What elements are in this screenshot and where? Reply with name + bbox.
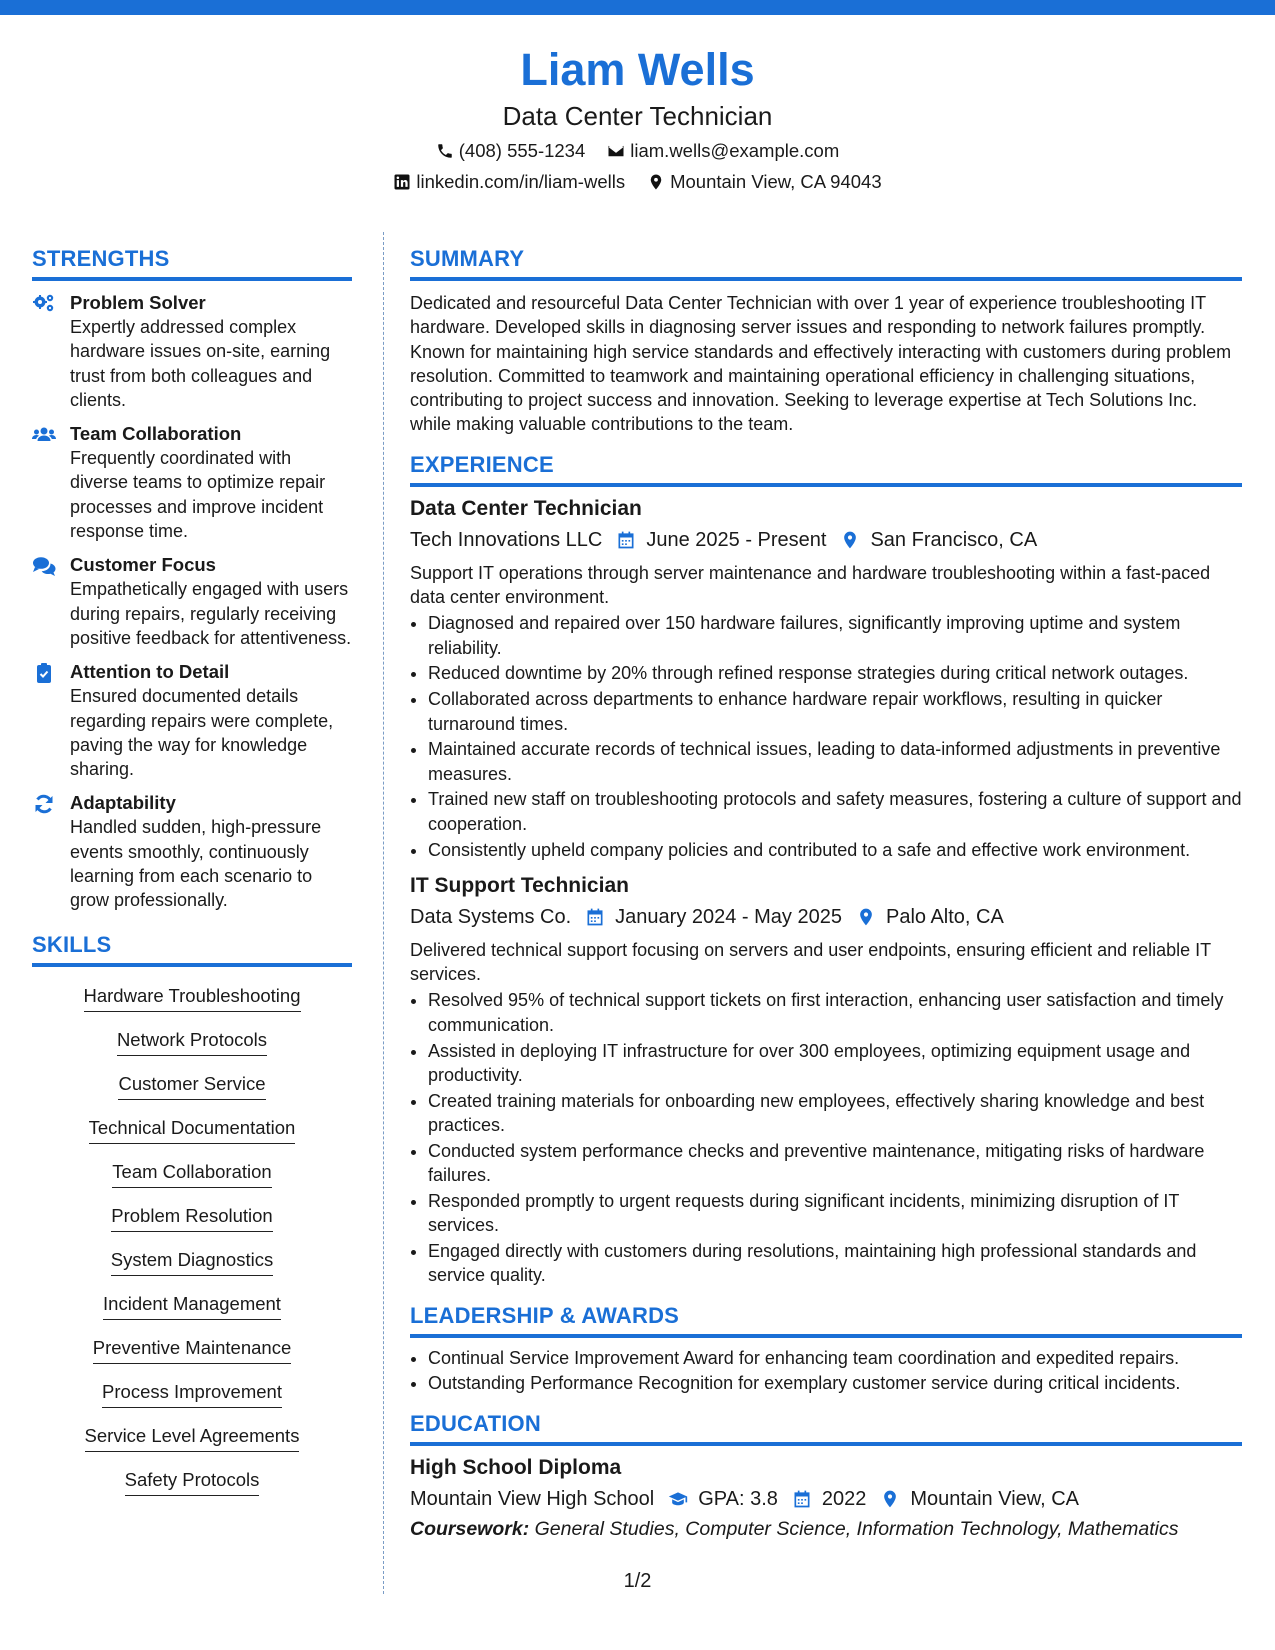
map-pin-icon <box>880 1489 900 1509</box>
list-item: • Conducted system performance checks and preventive maintenance, mitigating risks of hardware failures. <box>428 1139 1242 1188</box>
strength-desc: Expertly addressed complex hardware issues on-site, earning trust from both colleagues and clients. <box>70 317 331 410</box>
page-indicator: 1/2 <box>623 1570 652 1592</box>
location-item <box>647 166 882 197</box>
linkedin-icon <box>393 173 411 191</box>
linkedin-item[interactable] <box>393 166 625 197</box>
job-dates: January 2024 - May 2025 <box>615 905 842 928</box>
skill-tag: Team Collaboration <box>112 1159 271 1188</box>
candidate-title: Data Center Technician <box>502 101 773 131</box>
skill-tag: Safety Protocols <box>125 1467 260 1496</box>
job-title: IT Support Technician <box>410 873 629 897</box>
resume-header <box>0 40 1275 197</box>
strength-title: Attention to Detail <box>70 661 230 683</box>
strength-title: Customer Focus <box>70 554 216 576</box>
list-item: • Engaged directly with customers during resolutions, maintaining high professional standards and service quality. <box>428 1239 1242 1288</box>
list-item: • Diagnosed and repaired over 150 hardware failures, significantly improving uptime and system reliability. <box>428 611 1242 660</box>
right-column <box>410 245 1242 1544</box>
graduation-cap-icon <box>668 1489 688 1509</box>
map-pin-icon <box>856 907 876 927</box>
skill-tag: Hardware Troubleshooting <box>84 983 301 1012</box>
skill-tag: Incident Management <box>103 1291 281 1320</box>
clipboard-check-icon <box>32 662 56 684</box>
education-section <box>410 1410 1242 1544</box>
strength-item <box>32 553 352 650</box>
list-item: • Reduced downtime by 20% through refined response strategies during critical network outages. <box>428 661 1242 685</box>
graduation-year: 2022 <box>821 1487 867 1510</box>
awards-heading: LEADERSHIP & AWARDS <box>410 1302 1242 1338</box>
list-item: • Trained new staff on troubleshooting protocols and safety measures, fostering a culture of support and cooperation. <box>428 787 1242 836</box>
school-location: Mountain View, CA <box>910 1487 1080 1510</box>
calendar-icon <box>585 907 605 927</box>
skill-tag: Problem Resolution <box>111 1203 272 1232</box>
job-meta <box>410 902 1242 932</box>
school-name: Mountain View High School <box>410 1487 655 1510</box>
email-text: liam.wells@example.com <box>630 140 840 161</box>
job-description: Delivered technical support focusing on servers and user endpoints, ensuring efficient and reliable IT services. <box>410 939 1211 985</box>
strength-desc: Handled sudden, high-pressure events smoothly, continuously learning from each scenario to grow professionally. <box>70 817 322 911</box>
skill-tag: Service Level Agreements <box>85 1423 300 1452</box>
company-name: Data Systems Co. <box>410 905 572 928</box>
envelope-icon <box>607 142 625 160</box>
job-entry <box>410 495 1242 862</box>
degree-title: High School Diploma <box>410 1455 622 1479</box>
job-bullets <box>410 988 1242 1287</box>
summary-heading: SUMMARY <box>410 245 1242 281</box>
coursework-text: General Studies, Computer Science, Information Technology, Mathematics <box>534 1517 1179 1540</box>
strengths-heading: STRENGTHS <box>32 245 352 281</box>
job-entry <box>410 872 1242 1288</box>
left-column <box>32 245 352 1511</box>
job-meta <box>410 525 1242 555</box>
company-name: Tech Innovations LLC <box>410 528 603 551</box>
strength-desc: Empathetically engaged with users during repairs, regularly receiving positive feedback for attentiveness. <box>70 579 352 648</box>
location-text: Mountain View, CA 94043 <box>670 171 882 192</box>
strength-desc: Ensured documented details regarding repairs were complete, paving the way for knowledge sharing. <box>70 686 334 780</box>
phone-icon <box>436 142 454 160</box>
phone-text: (408) 555-1234 <box>458 140 586 161</box>
map-pin-icon <box>647 173 665 191</box>
users-icon <box>32 424 56 446</box>
contact-line-2 <box>0 166 1275 197</box>
gpa-text: GPA: 3.8 <box>698 1487 778 1510</box>
list-item: • Created training materials for onboarding new employees, effectively sharing knowledge and best practices. <box>428 1089 1242 1138</box>
job-title: Data Center Technician <box>410 496 642 520</box>
strength-title: Problem Solver <box>70 292 206 313</box>
skill-tag: System Diagnostics <box>111 1247 273 1276</box>
job-location: San Francisco, CA <box>870 528 1038 551</box>
list-item: • Outstanding Performance Recognition for exemplary customer service during critical incidents. <box>428 1371 1242 1395</box>
skill-tag: Process Improvement <box>102 1379 282 1408</box>
column-divider <box>383 232 384 1594</box>
strength-title: Team Collaboration <box>70 423 242 445</box>
list-item: • Collaborated across departments to enhance hardware repair workflows, resulting in quicker turnaround times. <box>428 687 1242 736</box>
skill-tag: Network Protocols <box>117 1027 267 1056</box>
calendar-icon <box>616 530 636 550</box>
job-description: Support IT operations through server maintenance and hardware troubleshooting within a fast-paced data center environment. <box>410 562 1211 608</box>
experience-section <box>410 451 1242 1288</box>
list-item: • Responded promptly to urgent requests during significant incidents, minimizing disruption of IT services. <box>428 1189 1242 1238</box>
list-item: • Maintained accurate records of technical issues, leading to data-informed adjustments in preventive measures. <box>428 737 1242 786</box>
strength-item <box>32 660 352 781</box>
calendar-icon <box>792 1489 812 1509</box>
strength-item <box>32 791 352 912</box>
linkedin-text: linkedin.com/in/liam-wells <box>416 171 626 192</box>
skill-tag: Customer Service <box>118 1071 265 1100</box>
education-meta <box>410 1484 1242 1514</box>
strength-item <box>32 291 352 412</box>
job-location: Palo Alto, CA <box>885 905 1004 928</box>
awards-list <box>410 1346 1242 1396</box>
skills-list <box>32 983 352 1511</box>
awards-section <box>410 1302 1242 1396</box>
strength-title: Adaptability <box>70 792 176 814</box>
job-dates: June 2025 - Present <box>646 528 827 551</box>
list-item: • Resolved 95% of technical support tickets on first interaction, enhancing user satisfaction and timely communication. <box>428 988 1242 1037</box>
email-item[interactable] <box>607 135 839 166</box>
strength-item <box>32 422 352 543</box>
coursework-line <box>410 1514 1242 1544</box>
list-item: • Assisted in deploying IT infrastructure for over 300 employees, optimizing equipment usage and productivity. <box>428 1039 1242 1088</box>
map-pin-icon <box>840 530 860 550</box>
job-bullets <box>410 611 1242 861</box>
refresh-icon <box>32 793 56 815</box>
list-item: • Consistently upheld company policies and contributed to a safe and effective work environment. <box>428 838 1242 862</box>
phone-item[interactable] <box>436 135 586 166</box>
top-accent-bar <box>0 0 1275 15</box>
candidate-name: Liam Wells <box>520 44 755 95</box>
skills-heading: SKILLS <box>32 931 352 967</box>
gears-icon <box>32 293 56 315</box>
summary-text: Dedicated and resourceful Data Center Technician with over 1 year of experience troubleshooting IT hardware. Developed skills in diagnosing server issues and responding to network failures promptly. Known for maintaining high service standards and effectively interacting with customers during problem resolution. Committed to teamwork and maintaining operational efficiency in challenging situations, contributing to project success and innovation. Seeking to leverage expertise at Tech Solutions Inc. while making valuable contributions to the team. <box>410 293 1232 435</box>
coursework-label: Coursework: <box>410 1517 530 1540</box>
strength-desc: Frequently coordinated with diverse teams to optimize repair processes and improve incident response time. <box>70 448 326 542</box>
skill-tag: Technical Documentation <box>89 1115 296 1144</box>
education-heading: EDUCATION <box>410 1410 1242 1446</box>
skill-tag: Preventive Maintenance <box>93 1335 291 1364</box>
experience-heading: EXPERIENCE <box>410 451 1242 487</box>
list-item: • Continual Service Improvement Award for enhancing team coordination and expedited repairs. <box>428 1346 1242 1370</box>
contact-line-1 <box>0 135 1275 166</box>
comments-icon <box>32 555 56 577</box>
